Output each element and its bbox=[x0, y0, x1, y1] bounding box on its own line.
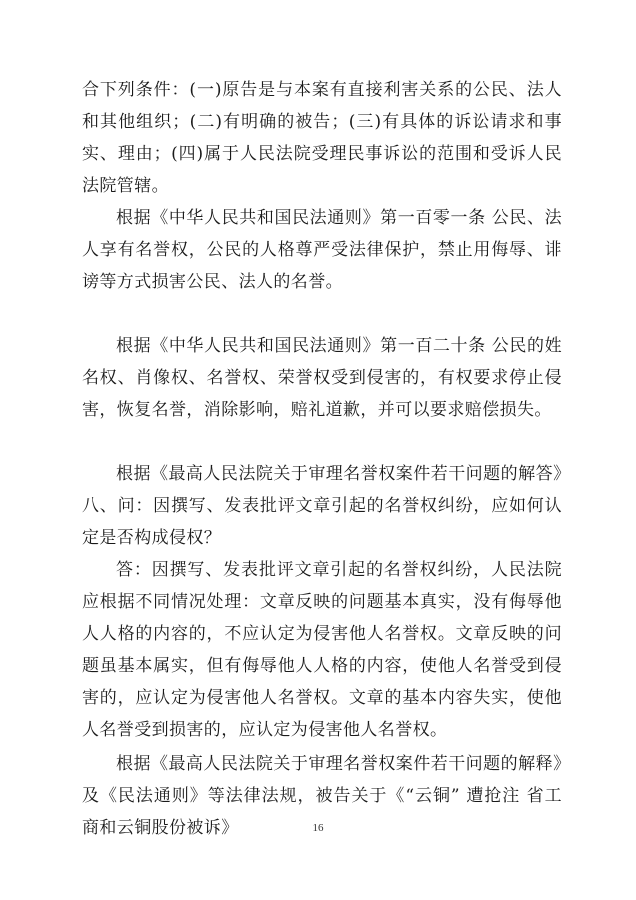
paragraph-supreme-court-interpretation: 根据《最高人民法院关于审理名誉权案件若干问题的解释》及《民法通则》等法律法规，被告关于《“云铜” 遭抢注 省工商和云铜股份被诉》 bbox=[82, 754, 562, 838]
page-number: 16 bbox=[312, 822, 324, 834]
paragraph-supreme-court-answer: 答：因撰写、发表批评文章引起的名誉权纠纷，人民法院应根据不同情况处理：文章反映的问题基本真实，没有侮辱他人人格的内容的，不应认定为侵害他人名誉权。文章反映的问题虽基本属实，但有侮辱他人人格的内容，使他人名誉受到侵害的，应认定为侵害他人名誉权。文章的基本内容失实，使他人名誉受到损害的，应认定为侵害他人名誉权。 bbox=[82, 560, 562, 740]
paragraph-supreme-court-answer-question: 根据《最高人民法院关于审理名誉权案件若干问题的解答》八、问：因撰写、发表批评文章引起的名誉权纠纷，应如何认定是否构成侵权？ bbox=[82, 464, 562, 548]
paragraph-civil-law-article-101: 根据《中华人民共和国民法通则》第一百零一条 公民、法人享有名誉权，公民的人格尊严受法律保护，禁止用侮辱、诽谤等方式损害公民、法人的名誉。 bbox=[82, 208, 562, 292]
paragraph-civil-law-article-120: 根据《中华人民共和国民法通则》第一百二十条 公民的姓名权、肖像权、名誉权、荣誉权受到侵害的，有权要求停止侵害，恢复名誉，消除影响，赔礼道歉，并可以要求赔偿损失。 bbox=[82, 336, 562, 420]
paragraph-filing-conditions: 合下列条件：(一)原告是与本案有直接利害关系的公民、法人和其他组织；(二)有明确的被告；(三)有具体的诉讼请求和事实、理由；(四)属于人民法院受理民事诉讼的范围和受诉人民法院管辖。 bbox=[82, 80, 562, 196]
